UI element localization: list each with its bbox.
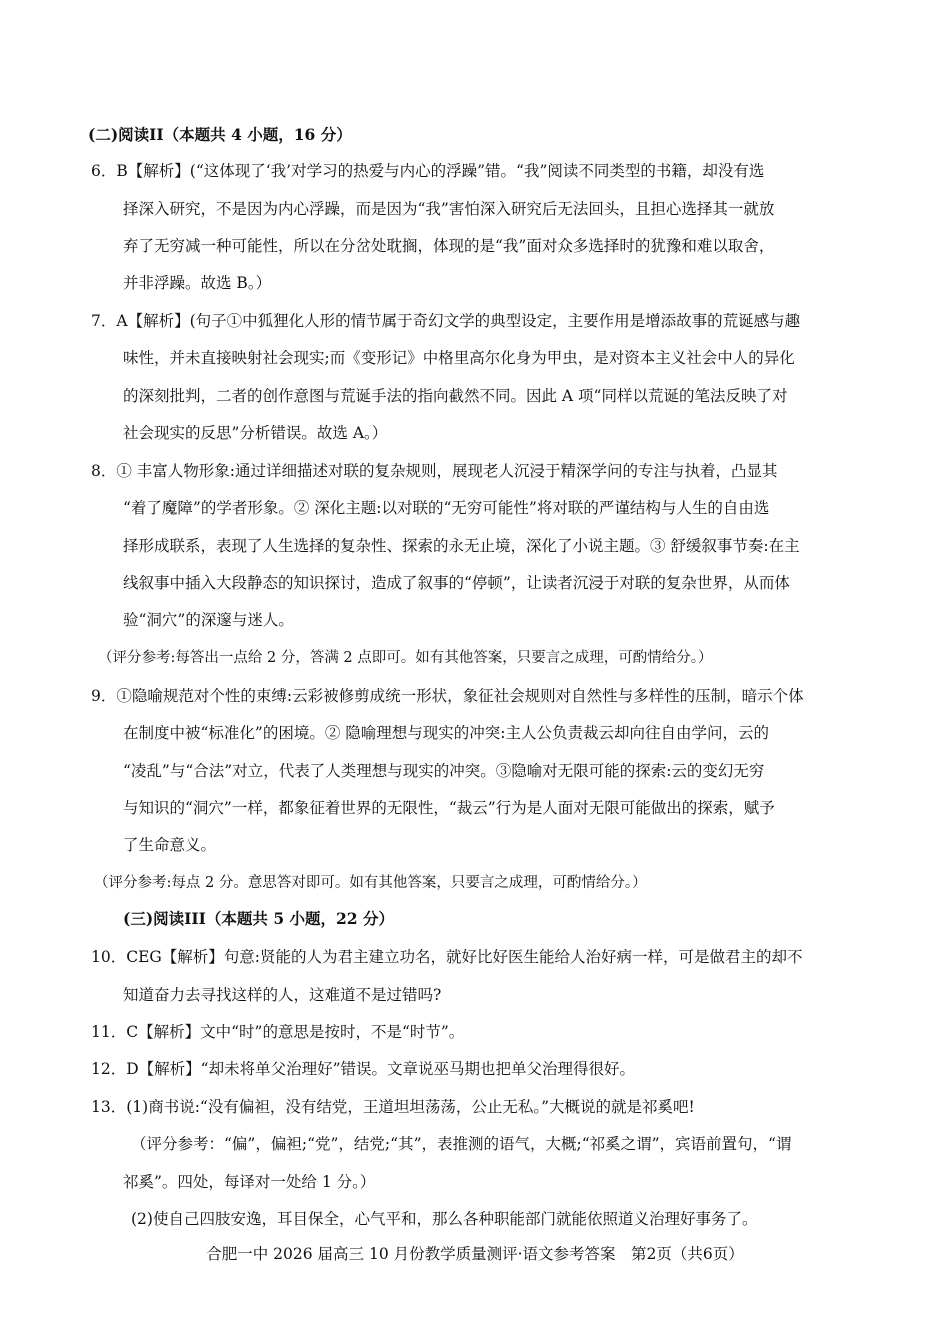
q10-line-2: 知道奋力去寻找这样的人，这难道不是过错吗? <box>123 986 442 1004</box>
q8-line-4: 线叙事中插入大段静态的知识探讨，造成了叙事的“停顿”，让读者沉浸于对联的复杂世界，从而体 <box>123 574 790 592</box>
q6-line-3: 弃了无穷减一种可能性，所以在分岔处耽搁，体现的是“我”面对众多选择时的犹豫和难以取舍， <box>123 237 775 255</box>
q9-line-1 <box>91 684 804 706</box>
q8-scoring-note: （评分参考:每答出一点给 2 分，答满 2 点即可。如有其他答案，只要言之成理，可酌情给分。） <box>98 650 713 666</box>
q13-number: 13． <box>91 1098 127 1116</box>
q13-part2: (2)使自己四肢安逸，耳目保全，心气平和，那么各种职能部门就能依照道义治理好事务了。 <box>131 1210 758 1228</box>
q8-text: ① 丰富人物形象:通过详细描述对联的复杂规则，展现老人沉浸于精深学问的专注与执着，凸显其 <box>116 462 778 480</box>
q9-line-4: 与知识的“洞穴”一样，都象征着世界的无限性，“裁云”行为是人面对无限可能做出的探索，赋予 <box>123 799 775 817</box>
q7-text: A【解析】(句子①中狐狸化人形的情节属于奇幻文学的典型设定，主要作用是增添故事的荒诞感与趣 <box>116 312 801 330</box>
q13-scoring-note-1: （评分参考：“偏”，偏袒;“党”，结党;“其”，表推测的语气，大概;“祁奚之谓”，宾语前置句，“谓 <box>131 1135 792 1153</box>
q9-line-2: 在制度中被“标准化”的困境。② 隐喻理想与现实的冲突:主人公负责裁云却向往自由学问，云的 <box>123 724 770 742</box>
q11-line-1 <box>91 1020 464 1042</box>
q12-line-1 <box>91 1057 635 1079</box>
q8-line-1 <box>91 459 778 481</box>
q12-text: D【解析】“却未将单父治理好”错误。文章说巫马期也把单父治理得很好。 <box>126 1060 636 1078</box>
q12-number: 12． <box>91 1060 127 1078</box>
q13-line-1 <box>91 1095 695 1117</box>
q13-part1: (1)商书说:“没有偏袒，没有结党，王道坦坦荡荡，公止无私。”大概说的就是祁奚吧! <box>126 1098 695 1116</box>
q10-number: 10． <box>91 948 127 966</box>
q9-line-3: “凌乱”与“合法”对立，代表了人类理想与现实的冲突。③隐喻对无限可能的探索:云的变幻无穷 <box>123 762 765 780</box>
q9-scoring-note: （评分参考:每点 2 分。意思答对即可。如有其他答案，只要言之成理，可酌情给分。） <box>94 875 647 891</box>
q7-line-2: 味性，并未直接映射社会现实;而《变形记》中格里高尔化身为甲虫，是对资本主义社会中人的异化 <box>123 349 795 367</box>
q6-line-1 <box>91 159 764 181</box>
q8-number: 8． <box>91 462 117 480</box>
q8-line-3: 择形成联系，表现了人生选择的复杂性、探索的永无止境，深化了小说主题。③ 舒缓叙事节奏:在主 <box>123 537 800 555</box>
q7-number: 7． <box>91 312 117 330</box>
page-footer: 合肥一中 2026 届高三 10 月份教学质量测评·语文参考答案 第2页（共6页） <box>206 1245 744 1263</box>
q13-scoring-note-2: 祁奚”。四处，每译对一处给 1 分。） <box>123 1173 376 1191</box>
q11-text: C【解析】文中“时”的意思是按时，不是“时节”。 <box>126 1023 465 1041</box>
q9-number: 9． <box>91 687 117 705</box>
q7-line-3: 的深刻批判，二者的创作意图与荒诞手法的指向截然不同。因此 A 项“同样以荒诞的笔法反映了对 <box>123 387 788 405</box>
q6-text: B【解析】(“这体现了‘我’对学习的热爱与内心的浮躁”错。“我”阅读不同类型的书籍，却没有选 <box>116 162 765 180</box>
q9-text: ①隐喻规范对个性的束缚:云彩被修剪成统一形状，象征社会规则对自然性与多样性的压制，暗示个体 <box>116 687 804 705</box>
q8-line-2: “着了魔障”的学者形象。② 深化主题:以对联的“无穷可能性”将对联的严谨结构与人生的自由选 <box>123 499 770 517</box>
q6-number: 6． <box>91 162 117 180</box>
q7-line-1 <box>91 309 800 331</box>
q10-text: CEG【解析】句意:贤能的人为君主建立功名，就好比好医生能给人治好病一样，可是做君主的却不 <box>126 948 803 966</box>
q6-line-2: 择深入研究，不是因为内心浮躁，而是因为“我”害怕深入研究后无法回头，且担心选择其一就放 <box>123 200 775 218</box>
q6-line-4: 并非浮躁。故选 B。） <box>123 274 272 292</box>
q7-line-4: 社会现实的反思”分析错误。故选 A。） <box>123 424 388 442</box>
section3-heading: (三)阅读III（本题共 5 小题，22 分） <box>123 909 394 928</box>
q8-line-5: 验“洞穴”的深邃与迷人。 <box>123 611 294 629</box>
q11-number: 11． <box>91 1023 127 1041</box>
section2-heading: (二)阅读II（本题共 4 小题，16 分） <box>88 125 352 144</box>
q9-line-5: 了生命意义。 <box>123 836 217 854</box>
q10-line-1 <box>91 945 803 967</box>
